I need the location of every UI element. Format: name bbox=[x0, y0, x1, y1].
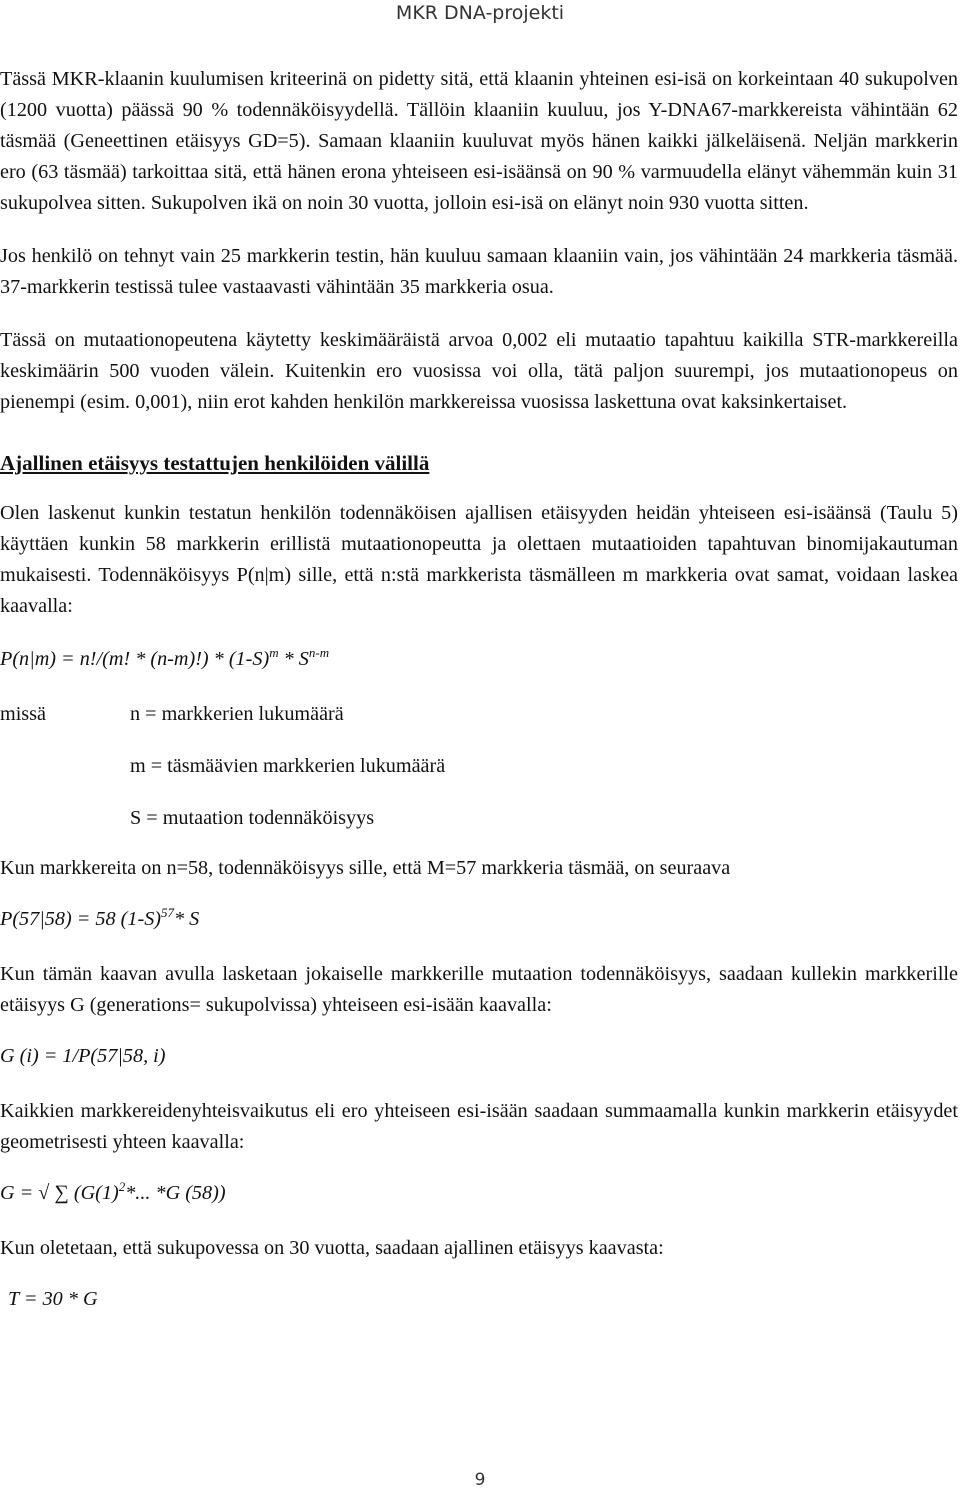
paragraph-clan-criteria: Tässä MKR-klaanin kuulumisen kriteerinä on pidetty sitä, että klaanin yhteinen esi-isä on korkeintaan 40 sukupolven (1200 vuotta) päässä 90 % todennäköisyydellä. Tällöin klaaniin kuuluu, jos Y-DNA67-markkereista vähintään 62 täsmää (Geneettinen etäisyys GD=5). Samaan klaaniin kuuluvat myös hänen kaikki jälkeläisenä. Neljän markkerin ero (63 täsmää) tarkoittaa sitä, että hänen erona yhteiseen esi-isäänsä on 90 % varmuudella elänyt vähemmän kuin 31 sukupolvea sitten. Sukupolven ikä on noin 30 vuotta, jolloin esi-isä on elänyt noin 930 vuotta sitten. bbox=[0, 68, 958, 214]
section-heading: Ajallinen etäisyys testattujen henkilöiden välillä bbox=[0, 451, 430, 475]
page-number: 9 bbox=[474, 1470, 486, 1490]
paragraph-distance: Kun tämän kaavan avulla lasketaan jokaiselle markkerille mutaation todennäköisyys, saadaan kullekin markkerille etäisyys G (generations= sukupolvissa) yhteiseen esi-isään kaavalla: bbox=[0, 963, 958, 1016]
definition-s: S = mutaation todennäköisyys bbox=[130, 807, 375, 829]
page-header: MKR DNA-projekti bbox=[395, 2, 565, 24]
formula-t: T = 30 * G bbox=[8, 1288, 98, 1310]
formula-g-i: G (i) = 1/P(57|58, i) bbox=[0, 1045, 166, 1067]
formula-binomial: P(n|m) = n!/(m! * $(n-m)!) * (1-S)^m * S^{n-m}$ bbox=[0, 645, 330, 670]
paragraph-mutation-rate: Tässä on mutaationopeutena käytetty keskimääräistä arvoa 0,002 eli mutaatio tapahtuu kaikilla STR-markkereilla keskimäärin 500 vuoden välein. Kuitenkin ero vuosissa voi olla, tätä paljon suurempi, jos mutaationopeus on pienempi (esim. 0,001), niin erot kahden henkilön markkereissa vuosissa laskettuna ovat kaksinkertaiset. bbox=[0, 329, 958, 413]
paragraph-method: Olen laskenut kunkin testatun henkilön todennäköisen ajallisen etäisyyden heidän yhteiseen esi-isäänsä (Taulu 5) käyttäen kunkin 58 markkerin erillistä mutaationopeutta ja olettaen mutaatioiden tapahtuvan binomijakautuman mukaisesti. Todennäköisyys P(n|m) sille, että n:stä markkerista täsmälleen m markkeria ovat samat, voidaan laskea kaavalla: bbox=[0, 502, 958, 617]
definition-n: missä n = markkerien lukumäärä bbox=[0, 699, 958, 729]
paragraph-combined: Kaikkien markkereidenyhteisvaikutus eli ero yhteiseen esi-isään saadaan summaamalla kunkin markkerin etäisyydet geometrisesti yhteen kaavalla: bbox=[0, 1100, 958, 1153]
paragraph-example: Kun markkereita on n=58, todennäköisyys sille, että M=57 markkeria täsmää, on seuraava bbox=[0, 857, 731, 879]
formula-g-total: G = √ ∑ ($G(1)^2*$... *G (58)) bbox=[0, 1179, 226, 1204]
paragraph-test-markers: Jos henkilö on tehnyt vain 25 markkerin testin, hän kuuluu samaan klaaniin vain, jos vähintään 24 markkeria täsmää. 37-markkerin testissä tulee vastaavasti vähintään 35 markkeria osua. bbox=[0, 245, 958, 298]
definitions bbox=[0, 699, 958, 833]
formula-p57: P(57|58) = 58 $(1-S)^{57}*$ S bbox=[0, 905, 200, 930]
paragraph-time: Kun oletetaan, että sukupovessa on 30 vuotta, saadaan ajallinen etäisyys kaavasta: bbox=[0, 1237, 664, 1259]
definitions-label: missä bbox=[0, 703, 46, 725]
definition-m: m = täsmäävien markkerien lukumäärä bbox=[130, 755, 446, 777]
document-body bbox=[0, 64, 958, 1339]
